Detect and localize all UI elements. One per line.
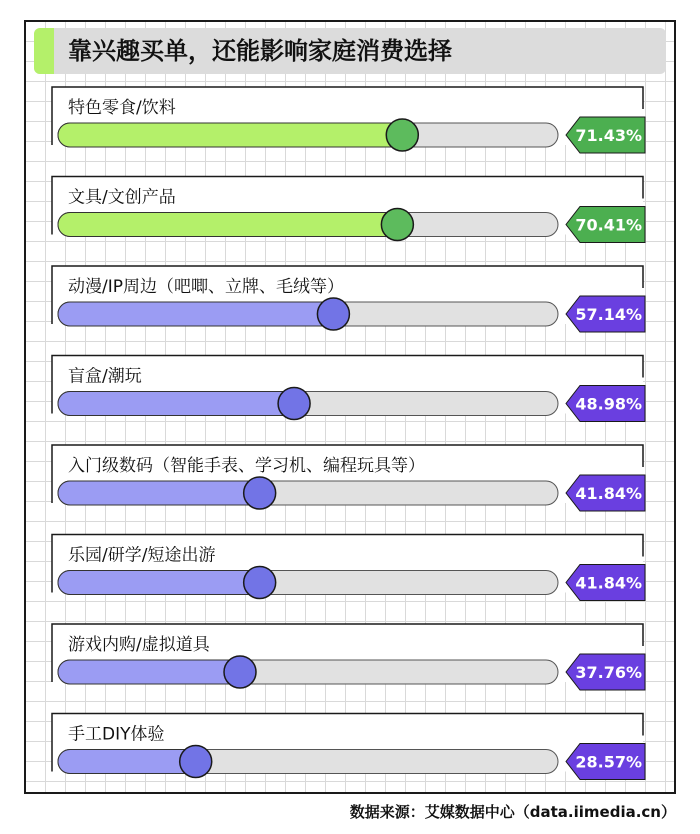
bar-knob — [381, 209, 413, 241]
category-label: 游戏内购/虚拟道具 — [68, 635, 210, 655]
bar-knob — [278, 388, 310, 420]
bar-knob — [244, 567, 276, 599]
value-label: 57.14% — [575, 305, 642, 324]
bar-knob — [224, 656, 256, 688]
chart-title: 靠兴趣买单，还能影响家庭消费选择 — [68, 37, 452, 65]
category-label: 入门级数码（智能手表、学习机、编程玩具等） — [68, 456, 425, 476]
bar-fill — [58, 302, 345, 326]
value-label: 70.41% — [575, 215, 642, 235]
category-label: 特色零食/饮料 — [68, 98, 176, 118]
value-label: 71.43% — [575, 126, 642, 145]
bar-fill — [58, 660, 252, 684]
category-label: 手工DIY体验 — [68, 724, 165, 745]
value-label: 28.57% — [575, 752, 642, 772]
value-label: 37.76% — [575, 663, 642, 682]
data-source: 数据来源：艾媒数据中心（data.iimedia.cn） — [349, 803, 676, 821]
bar-knob — [317, 298, 349, 330]
bar-knob — [244, 477, 276, 509]
bar-knob — [180, 746, 212, 778]
bar-knob — [386, 119, 418, 151]
bar-fill — [58, 213, 409, 237]
category-label: 盲盒/潮玩 — [68, 366, 142, 387]
bar-fill — [58, 392, 306, 416]
value-label: 41.84% — [575, 484, 642, 503]
bar-fill — [58, 481, 272, 505]
bar-fill — [58, 571, 272, 595]
category-label: 文具/文创产品 — [68, 187, 176, 208]
category-label: 动漫/IP周边（吧唧、立牌、毛绒等） — [68, 277, 344, 297]
category-label: 乐园/研学/短途出游 — [68, 545, 216, 566]
value-label: 41.84% — [575, 573, 642, 593]
bar-fill — [58, 123, 414, 147]
value-label: 48.98% — [575, 394, 642, 414]
